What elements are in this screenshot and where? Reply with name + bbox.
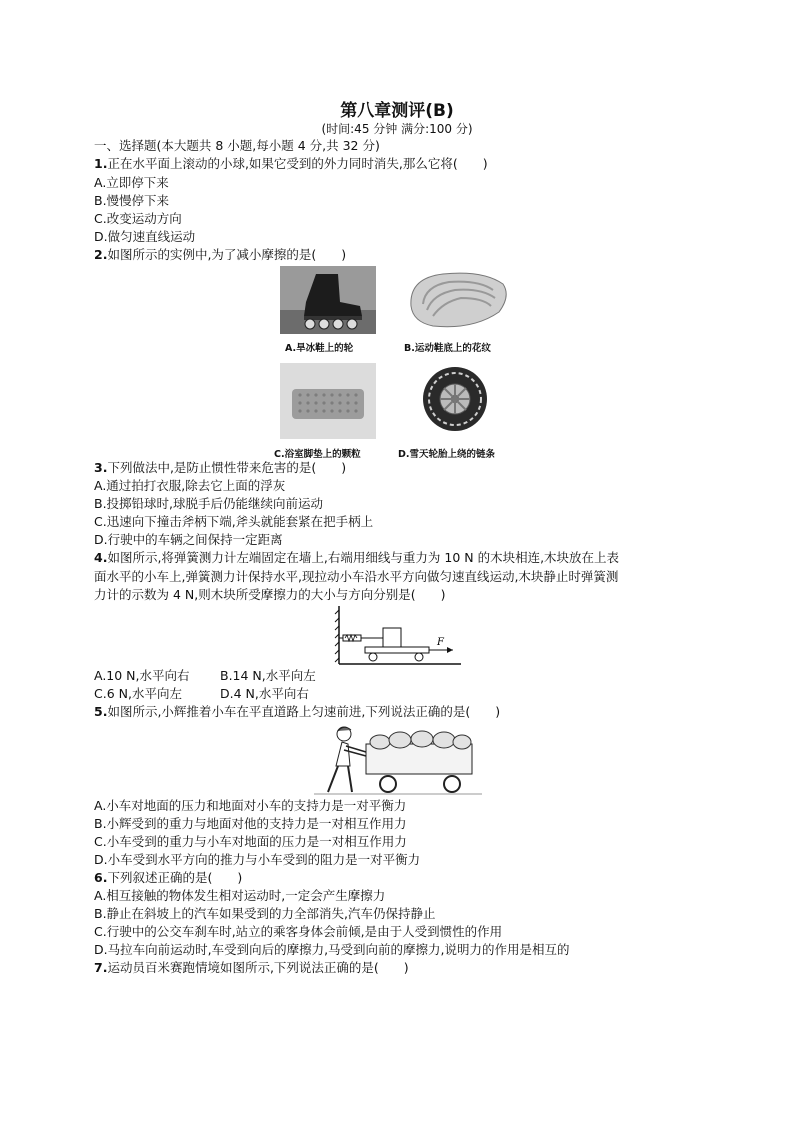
option-6b: B.静止在斜坡上的汽车如果受到的力全部消失,汽车仍保持静止 (94, 906, 436, 921)
question-4 (94, 549, 619, 567)
question-4-cont: 力计的示数为 4 N,则木块所受摩擦力的大小与方向分别是( ) (94, 587, 446, 602)
question-number: 3. (94, 460, 108, 475)
option-5d: D.小车受到水平方向的推力与小车受到的阻力是一对平衡力 (94, 852, 421, 867)
question-6 (94, 869, 242, 887)
question-number: 5. (94, 704, 108, 719)
shoe-sole-photo (403, 266, 511, 334)
question-7 (94, 959, 409, 977)
option-3b: B.投掷铅球时,球脱手后仍能继续向前运动 (94, 496, 324, 511)
section-heading: 一、选择题(本大题共 8 小题,每小题 4 分,共 32 分) (94, 138, 380, 153)
force-label: F (437, 637, 444, 648)
caption-a: A.旱冰鞋上的轮 (285, 343, 354, 354)
option-6d: D.马拉车向前运动时,车受到向后的摩擦力,马受到向前的摩擦力,说明力的作用是相互的 (94, 942, 570, 957)
option-1d: D.做匀速直线运动 (94, 229, 196, 244)
question-stem-line: 如图所示,将弹簧测力计左端固定在墙上,右端用细线与重力为 10 N 的木块相连,木块放在上表 (107, 550, 620, 565)
option-5b: B.小辉受到的重力与地面对他的支持力是一对相互作用力 (94, 816, 407, 831)
question-4-cont: 面水平的小车上,弹簧测力计保持水平,现拉动小车沿水平方向做匀速直线运动,木块静止时弹簧测 (94, 569, 619, 584)
question-5 (94, 703, 500, 721)
option-6a: A.相互接触的物体发生相对运动时,一定会产生摩擦力 (94, 888, 386, 903)
option-5c: C.小车受到的重力与小车对地面的压力是一对相互作用力 (94, 834, 407, 849)
caption-c: C.浴室脚垫上的颗粒 (274, 449, 361, 460)
roller-skate-photo (280, 266, 376, 334)
question-1 (94, 155, 488, 173)
question-stem: 正在水平面上滚动的小球,如果它受到的外力同时消失,那么它将( ) (107, 156, 488, 171)
question-number: 6. (94, 870, 108, 885)
question-number: 7. (94, 960, 108, 975)
option-6c: C.行驶中的公交车刹车时,站立的乘客身体会前倾,是由于人受到惯性的作用 (94, 924, 503, 939)
question-stem: 下列做法中,是防止惯性带来危害的是( ) (107, 460, 347, 475)
question-2 (94, 246, 346, 264)
question-3 (94, 459, 346, 477)
exam-info: (时间:45 分钟 满分:100 分) (321, 122, 473, 136)
option-1a: A.立即停下来 (94, 175, 169, 190)
question-stem: 如图所示的实例中,为了减小摩擦的是( ) (107, 247, 347, 262)
option-1b: B.慢慢停下来 (94, 193, 170, 208)
question-number: 2. (94, 247, 108, 262)
option-4b: B.14 N,水平向左 (220, 668, 316, 683)
caption-b: B.运动鞋底上的花纹 (404, 343, 491, 354)
tire-chain-photo (421, 365, 489, 433)
boy-pushing-cart-illustration (314, 722, 482, 796)
option-3d: D.行驶中的车辆之间保持一定距离 (94, 532, 283, 547)
option-5a: A.小车对地面的压力和地面对小车的支持力是一对平衡力 (94, 798, 407, 813)
question-stem: 如图所示,小辉推着小车在平直道路上匀速前进,下列说法正确的是( ) (107, 704, 501, 719)
option-4d: D.4 N,水平向右 (220, 686, 309, 701)
caption-d: D.雪天轮胎上绕的链条 (398, 449, 495, 460)
option-1c: C.改变运动方向 (94, 211, 182, 226)
question-stem: 运动员百米赛跑情境如图所示,下列说法正确的是( ) (107, 960, 409, 975)
option-4c: C.6 N,水平向左 (94, 686, 182, 701)
question-stem: 下列叙述正确的是( ) (107, 870, 243, 885)
question-number: 1. (94, 156, 108, 171)
spring-scale-cart-diagram (333, 604, 463, 666)
option-4a: A.10 N,水平向右 (94, 668, 190, 683)
bath-mat-photo (280, 363, 376, 439)
page-title: 第八章测评(B) (340, 101, 454, 121)
option-3a: A.通过拍打衣服,除去它上面的浮灰 (94, 478, 286, 493)
question-number: 4. (94, 550, 108, 565)
option-3c: C.迅速向下撞击斧柄下端,斧头就能套紧在把手柄上 (94, 514, 374, 529)
